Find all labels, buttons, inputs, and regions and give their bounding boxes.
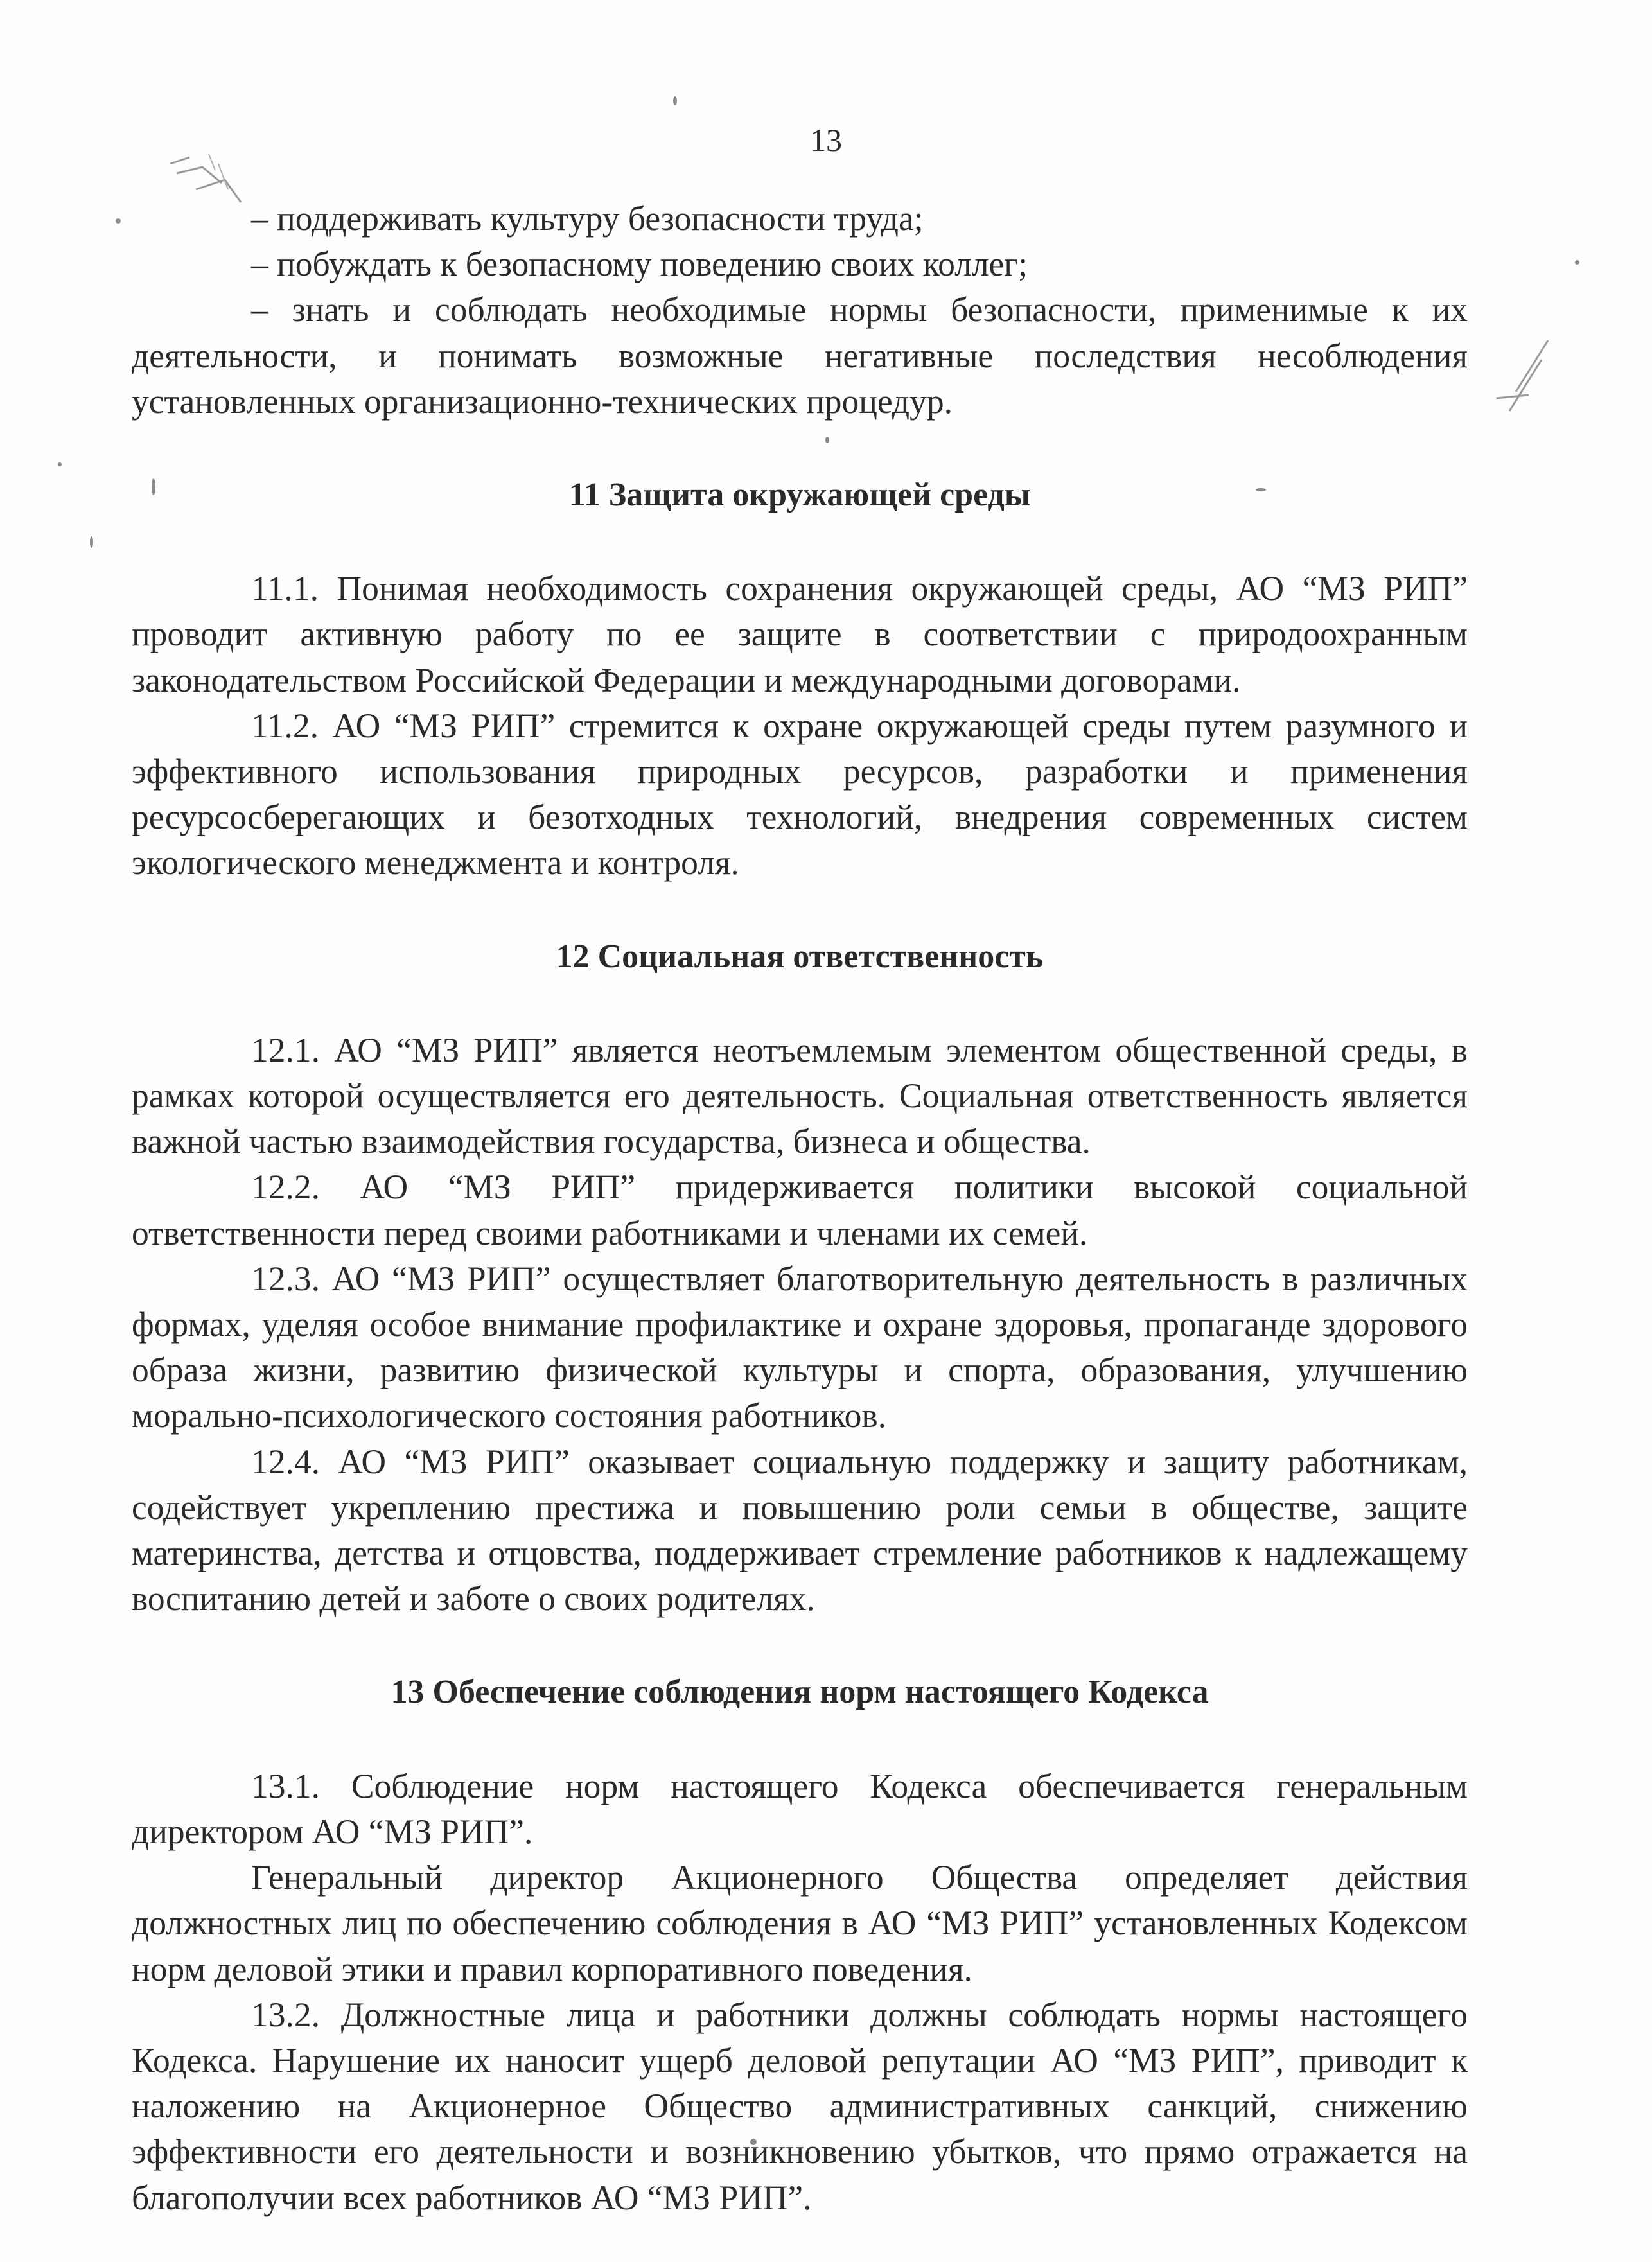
scan-speck <box>90 536 93 548</box>
paragraph-13-2: 13.2. Должностные лица и работники должны соблюдать нормы настоящего Кодекса. Нарушение их наносит ущерб деловой репутации АО “МЗ РИП”, приводит к наложению на Акционерное Общество административных санкций, снижению эффективности его деятельности и возникновению убытков, что прямо отражается на благополучии всех работников АО “МЗ РИП”. <box>132 1995 1468 2217</box>
list-item: – поддерживать культуру безопасности труда; <box>251 199 924 238</box>
paragraph-12-2: 12.2. АО “МЗ РИП” придерживается политики высокой социальной ответственности перед своими работниками и членами их семей. <box>132 1168 1468 1252</box>
paragraph-11-2: 11.2. АО “МЗ РИП” стремится к охране окружающей среды путем разумного и эффективного использования природных ресурсов, разработки и применения ресурсосберегающих и безотходных технологий, внедрения современных систем экологического менеджмента и контроля. <box>132 706 1468 882</box>
paragraph-12-4: 12.4. АО “МЗ РИП” оказывает социальную поддержку и защиту работникам, содействует укреплению престижа и повышению роли семьи в обществе, защите материнства, детства и отцовства, поддерживает стремление работников к надлежащему воспитанию детей и заботе о своих родителях. <box>132 1442 1468 1618</box>
scan-speck <box>673 96 677 105</box>
document-body <box>132 196 1468 2221</box>
list-item: – побуждать к безопасному поведению своих коллег; <box>251 245 1028 284</box>
scan-speck <box>116 218 121 224</box>
section-heading-11: 11 Защита окружающей среды <box>568 477 1031 514</box>
list-item: – знать и соблюдать необходимые нормы безопасности, применимые к их деятельности, и понимать возможные негативные последствия несоблюдения установленных организационно-технических процедур. <box>132 290 1468 421</box>
paragraph-12-3: 12.3. АО “МЗ РИП” осуществляет благотворительную деятельность в различных формах, уделяя особое внимание профилактике и охране здоровья, пропаганде здорового образа жизни, развитию физической культуры и спорта, образования, улучшению морально-психологического состояния работников. <box>132 1259 1468 1435</box>
scan-speck <box>58 462 62 466</box>
paragraph-12-1: 12.1. АО “МЗ РИП” является неотъемлемым элементом общественной среды, в рамках которой осуществляется его деятельность. Социальная ответственность является важной частью взаимодействия государства, бизнеса и общества. <box>132 1030 1468 1161</box>
scan-smudge-right <box>1471 334 1567 417</box>
scan-speck <box>1575 260 1579 265</box>
paragraph-13-1: 13.1. Соблюдение норм настоящего Кодекса обеспечивается генеральным директором АО “МЗ РИП”. <box>132 1766 1468 1851</box>
section-heading-12: 12 Социальная ответственность <box>556 938 1044 975</box>
paragraph-11-1: 11.1. Понимая необходимость сохранения окружающей среды, АО “МЗ РИП” проводит активную работу по ее защите в соответствии с природоохранным законодательством Российской Федерации и международными договорами. <box>132 569 1468 699</box>
page-number: 13 <box>810 122 842 158</box>
section-heading-13: 13 Обеспечение соблюдения норм настоящего Кодекса <box>391 1674 1209 1711</box>
paragraph-13-1-director: Генеральный директор Акционерного Общества определяет действия должностных лиц по обеспечению соблюдения в АО “МЗ РИП” установленных Кодексом норм деловой этики и правил корпоративного поведения. <box>132 1858 1468 1988</box>
